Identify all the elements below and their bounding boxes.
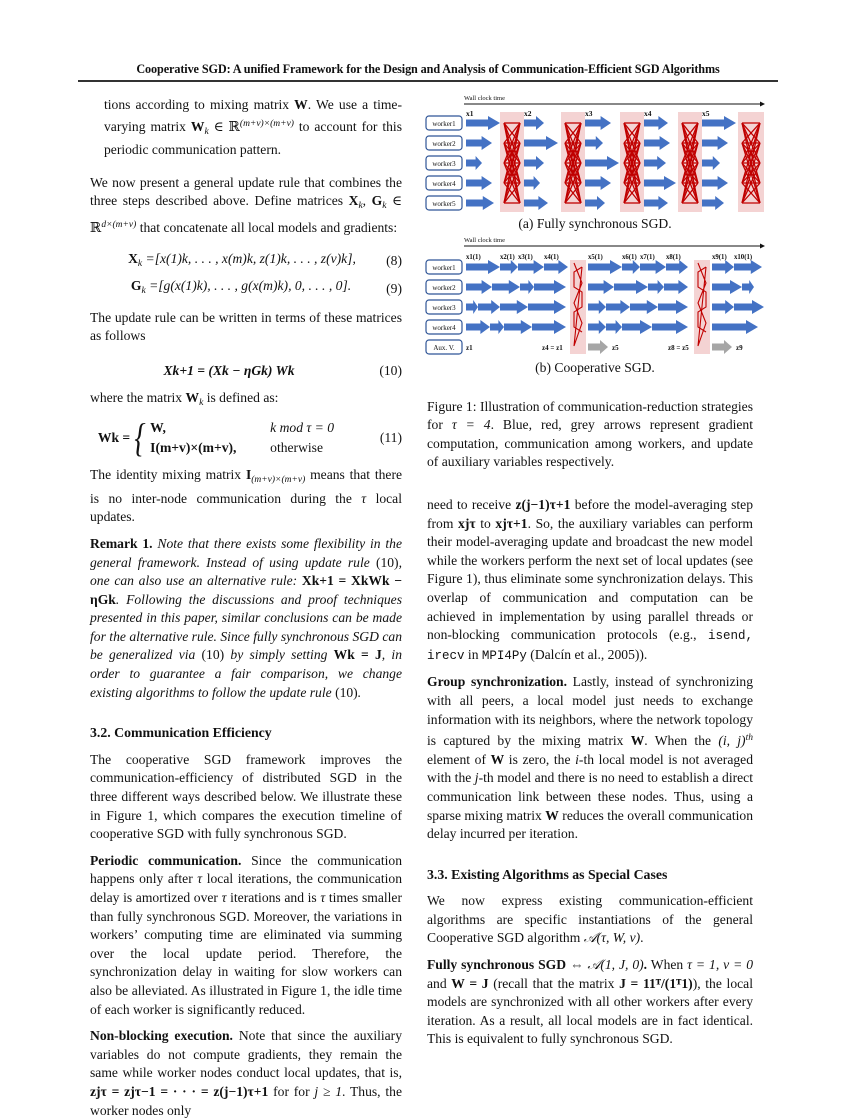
iterate-label: x5 bbox=[702, 109, 710, 118]
gradient-computation-arrow bbox=[585, 196, 605, 210]
worker-label: worker2 bbox=[432, 140, 456, 148]
math: k bbox=[137, 258, 143, 269]
gradient-computation-arrow bbox=[466, 196, 494, 210]
gradient-computation-arrow bbox=[524, 136, 558, 150]
figure-1-caption bbox=[427, 398, 753, 472]
gradient-computation-arrow bbox=[652, 320, 688, 334]
text: . Thus, the worker nodes only bbox=[90, 1083, 402, 1118]
worker-label: worker4 bbox=[432, 324, 456, 332]
citation-link[interactable]: (Dalcín et al., 2005)). bbox=[526, 646, 648, 662]
paragraph-title: Group synchronization. bbox=[427, 674, 567, 690]
cases-block bbox=[130, 415, 360, 461]
running-head: Cooperative SGD: A unified Framework for the Design and Analysis of Communication-Efficient SGD Algorithms bbox=[136, 62, 720, 76]
text: tions according to mixing matrix bbox=[104, 97, 295, 112]
text: -th model and there is no need to establish a direct communication link between these nodes. Thus, using a sparse mixing matrix bbox=[427, 770, 753, 823]
text: (recall that the matrix bbox=[488, 975, 620, 991]
paragraph-where bbox=[90, 389, 402, 413]
gradient-computation-arrow bbox=[466, 320, 490, 334]
equation-10 bbox=[90, 362, 402, 381]
text: local iterations, the communication delay is amortized over bbox=[90, 871, 402, 905]
code: isend, irecv bbox=[427, 629, 753, 663]
gradient-computation-arrow bbox=[644, 156, 666, 170]
gradient-computation-arrow bbox=[466, 136, 492, 150]
equation-ref-link[interactable]: (10) bbox=[201, 647, 225, 663]
wall-clock-arrowhead-icon bbox=[760, 244, 765, 249]
text: before the model-averaging step from bbox=[427, 497, 753, 531]
iterate-label: x3(1) bbox=[518, 254, 533, 261]
iterate-label: x4 bbox=[644, 109, 652, 118]
gradient-computation-arrow bbox=[648, 280, 664, 294]
gradient-computation-arrow bbox=[664, 280, 688, 294]
iterate-label: x4(1) bbox=[544, 254, 559, 261]
text: in bbox=[464, 646, 482, 662]
gradient-computation-arrow bbox=[630, 300, 658, 314]
figure-1a-caption: (a) Fully synchronous SGD. bbox=[518, 216, 672, 231]
gradient-computation-arrow bbox=[500, 300, 528, 314]
aux-update-arrow bbox=[712, 340, 732, 354]
math: Wk = bbox=[97, 429, 131, 445]
equation-9 bbox=[90, 277, 402, 301]
equation-number: (10) bbox=[379, 362, 402, 378]
equation-11 bbox=[90, 415, 402, 461]
text: is zero, the bbox=[504, 751, 576, 767]
aux-update-arrow bbox=[588, 340, 608, 354]
gradient-computation-arrow bbox=[534, 280, 566, 294]
gradient-computation-arrow bbox=[585, 156, 619, 170]
equation-ref-link[interactable]: (10) bbox=[335, 684, 358, 700]
equation-ref-link[interactable]: (10) bbox=[375, 554, 399, 570]
aux-variable-label: z8 = z5 bbox=[668, 344, 689, 352]
gradient-computation-arrow bbox=[588, 320, 606, 334]
text: reduces the overall communication delay incurred per iteration. bbox=[427, 807, 753, 842]
worker-label: worker5 bbox=[432, 200, 456, 208]
math: xjτ bbox=[458, 515, 476, 531]
gradient-computation-arrow bbox=[702, 156, 720, 170]
math: τ bbox=[221, 890, 227, 905]
math: i bbox=[575, 751, 579, 767]
text: We now express existing communication-efficient algorithms are specific instantiations of the general Cooperative SGD algorithm bbox=[427, 893, 753, 946]
iterate-label: x8(1) bbox=[666, 254, 681, 261]
text: need to receive bbox=[427, 497, 516, 512]
text: . bbox=[357, 684, 362, 700]
gradient-computation-arrow bbox=[466, 280, 492, 294]
gradient-computation-arrow bbox=[466, 176, 492, 190]
math: zjτ = zjτ−1 = · · · = z(j−1)τ+1 bbox=[90, 1083, 269, 1099]
gradient-computation-arrow bbox=[532, 320, 566, 334]
math: W, bbox=[150, 419, 166, 435]
gradient-computation-arrow bbox=[644, 196, 668, 210]
paragraph-title: Fully synchronous SGD ⇔ bbox=[427, 957, 588, 973]
math: (m+v)×(m+v) bbox=[251, 475, 306, 486]
gradient-computation-arrow bbox=[504, 320, 532, 334]
gradient-computation-arrow bbox=[734, 260, 762, 274]
wall-clock-label: Wall clock time bbox=[464, 237, 505, 244]
gradient-computation-arrow bbox=[614, 280, 648, 294]
gradient-computation-arrow bbox=[712, 320, 758, 334]
right-column bbox=[427, 496, 753, 1049]
math: ∈ ℝ bbox=[90, 193, 403, 235]
running-head-rule bbox=[78, 80, 778, 82]
text: that concatenate all local models and gradients: bbox=[136, 219, 398, 235]
gradient-computation-arrow bbox=[478, 300, 500, 314]
math: W bbox=[294, 97, 308, 112]
text: -th local model is not averaged with the bbox=[427, 751, 753, 786]
math: W bbox=[185, 389, 200, 405]
worker-label: worker3 bbox=[432, 160, 456, 168]
math: =[g(x(1)k), . . . , g(x(m)k), 0, . . . , 0]. bbox=[149, 278, 352, 294]
code: MPI4Py bbox=[481, 648, 527, 663]
math: X bbox=[128, 250, 138, 266]
remark-1 bbox=[90, 535, 402, 702]
text: Lastly, instead of synchronizing with all peers, a local model just needs to exchange information with its neighbors, where the network topology is captured by the mixing matrix bbox=[427, 674, 753, 749]
paragraph-periodic-communication bbox=[90, 852, 402, 1019]
math: X bbox=[348, 193, 359, 209]
text: means that there is no inter-node communication during the bbox=[90, 467, 403, 506]
math: G bbox=[130, 278, 142, 294]
remark-label: Remark 1. bbox=[90, 535, 153, 551]
gradient-computation-arrow bbox=[644, 176, 676, 190]
text: times smaller than fully synchronous SGD. Moreover, the variations in workers’ computing time are eliminated via summing over the local update period. Therefore, the synchronization delay in waiting for slow workers can also be alleviated. As illustrated in Figure 1, the idle time of each worker is significantly reduced. bbox=[90, 890, 402, 1017]
left-brace-icon: { bbox=[134, 415, 146, 461]
text: . bbox=[640, 930, 644, 946]
math: I bbox=[245, 467, 252, 483]
section-heading-3-3: 3.3. Existing Algorithms as Special Cases bbox=[427, 866, 668, 882]
figure-1a-diagram bbox=[420, 92, 770, 214]
gradient-computation-arrow bbox=[622, 320, 652, 334]
text: iterations and is bbox=[226, 890, 321, 905]
section-heading-3-2: 3.2. Communication Efficiency bbox=[90, 725, 272, 741]
aux-variable-label: z9 bbox=[736, 344, 743, 352]
gradient-computation-arrow bbox=[644, 136, 670, 150]
gradient-computation-arrow bbox=[466, 300, 478, 314]
math: τ bbox=[197, 871, 203, 887]
math: j bbox=[474, 770, 479, 786]
gradient-computation-arrow bbox=[712, 280, 742, 294]
math: τ = 1, v = 0 bbox=[687, 957, 753, 973]
math: k bbox=[382, 201, 387, 212]
gradient-computation-arrow bbox=[466, 116, 500, 130]
worker-label: worker4 bbox=[432, 180, 456, 188]
math: Xk+1 = XkWk − ηGk bbox=[90, 573, 402, 607]
math: τ bbox=[320, 890, 326, 905]
iterate-label: x1 bbox=[466, 109, 474, 118]
gradient-computation-arrow bbox=[492, 280, 520, 294]
math: k mod τ = 0 bbox=[270, 419, 335, 435]
gradient-computation-arrow bbox=[518, 260, 544, 274]
iterate-label: x7(1) bbox=[640, 254, 655, 261]
worker-label: worker1 bbox=[432, 120, 456, 128]
text: for for bbox=[268, 1083, 315, 1099]
gradient-computation-arrow bbox=[588, 280, 614, 294]
equation-number: (9) bbox=[386, 280, 402, 296]
gradient-computation-arrow bbox=[524, 196, 548, 210]
paragraph-fully-sync bbox=[427, 956, 753, 1049]
gradient-computation-arrow bbox=[524, 156, 544, 170]
gradient-computation-arrow bbox=[640, 260, 666, 274]
math: otherwise bbox=[270, 440, 324, 456]
math: 𝒜(τ, W, v) bbox=[583, 930, 641, 946]
paragraph-comm-efficiency: The cooperative SGD framework improves the communication-efficiency of distributed SGD in the three different ways described below. We illustrate these in Figure 1, which compares the execution timeline of cooperative SGD with fully synchronous SGD. bbox=[90, 751, 402, 842]
worker-label: worker3 bbox=[432, 304, 456, 312]
gradient-computation-arrow bbox=[588, 300, 606, 314]
paragraph-title: Periodic communication. bbox=[90, 852, 242, 868]
math: W bbox=[630, 733, 645, 749]
gradient-computation-arrow bbox=[466, 156, 482, 170]
gradient-computation-arrow bbox=[702, 136, 728, 150]
math: =[x(1)k, . . . , x(m)k, z(1)k, . . . , z(v)k], bbox=[145, 250, 356, 266]
gradient-computation-arrow bbox=[500, 260, 518, 274]
math: th bbox=[745, 733, 753, 744]
math: I(m+v)×(m+v), bbox=[150, 440, 237, 456]
gradient-computation-arrow bbox=[702, 116, 736, 130]
gradient-computation-arrow bbox=[524, 176, 540, 190]
math: G bbox=[371, 193, 383, 209]
text: , one can also use an alternative rule: bbox=[90, 554, 402, 589]
text: Illustration of communication-reduction strategies for bbox=[427, 399, 753, 433]
gradient-computation-arrow bbox=[585, 116, 611, 130]
paragraph-update-rule: The update rule can be written in terms of these matrices as follows bbox=[90, 309, 402, 344]
math: W bbox=[545, 807, 559, 823]
left-column bbox=[90, 96, 402, 1120]
gradient-computation-arrow bbox=[742, 280, 754, 294]
iterate-label: x9(1) bbox=[712, 254, 727, 261]
gradient-computation-arrow bbox=[666, 260, 688, 274]
gradient-computation-arrow bbox=[702, 196, 724, 210]
wall-clock-label: Wall clock time bbox=[464, 95, 505, 102]
text: to account for this periodic communication pattern. bbox=[104, 118, 402, 158]
equation-number: (8) bbox=[386, 253, 402, 269]
gradient-computation-arrow bbox=[644, 116, 668, 130]
paragraph-special-cases bbox=[427, 892, 753, 948]
text: . Blue, red, grey arrows represent gradient computation, communication among workers, and update of auxiliary variables respectively. bbox=[427, 417, 754, 470]
math: Xk+1 = (Xk − ηGk) Wk bbox=[163, 362, 295, 378]
math: (m+v)×(m+v) bbox=[239, 118, 294, 129]
paragraph-identity bbox=[90, 466, 402, 527]
gradient-computation-arrow bbox=[622, 260, 640, 274]
gradient-computation-arrow bbox=[544, 260, 568, 274]
text: element of bbox=[427, 751, 491, 767]
aux-variable-label: z1 bbox=[466, 344, 473, 352]
math: τ bbox=[361, 490, 367, 506]
paragraph-nonblocking-continued bbox=[427, 496, 753, 665]
math: (i, j) bbox=[718, 733, 746, 749]
aux-variable-label: z4 = z1 bbox=[542, 344, 563, 352]
wall-clock-arrowhead-icon bbox=[760, 102, 765, 107]
math: k bbox=[141, 286, 146, 297]
text: and bbox=[427, 975, 452, 991]
iterate-label: x5(1) bbox=[588, 254, 603, 261]
text: , in order to guarantee a fair comparison, we change existing algorithms to follow the update rule bbox=[90, 647, 402, 700]
gradient-computation-arrow bbox=[712, 260, 734, 274]
text: Since the communication happens only after bbox=[90, 852, 402, 887]
paragraph-nonblocking bbox=[90, 1027, 402, 1120]
iterate-label: x3 bbox=[585, 109, 593, 118]
gradient-computation-arrow bbox=[585, 136, 603, 150]
text: The identity mixing matrix bbox=[90, 467, 246, 483]
gradient-computation-arrow bbox=[658, 300, 688, 314]
gradient-computation-arrow bbox=[466, 260, 500, 274]
math: W = J bbox=[451, 975, 489, 991]
text: by simply setting bbox=[224, 647, 334, 663]
gradient-computation-arrow bbox=[520, 280, 534, 294]
iterate-label: x2(1) bbox=[500, 254, 515, 261]
text: Note that there exists some flexibility in the general framework. Instead of using update rule bbox=[90, 535, 402, 570]
figure-1b-caption: (b) Cooperative SGD. bbox=[535, 360, 655, 375]
math: j ≥ 1 bbox=[314, 1083, 343, 1099]
text: . When the bbox=[644, 733, 719, 749]
paragraph-group-sync bbox=[427, 673, 753, 843]
gradient-computation-arrow bbox=[524, 116, 544, 130]
worker-label: worker2 bbox=[432, 284, 456, 292]
text: . So, the auxiliary variables can perform their model-averaging update and broadcast the new model while the workers perform the next set of local updates (see Figure 1), thus eliminate some synchronization delays. This overlap of communication and computation can be achieved in implementation by using parallel threads or non-blocking communication protocols (e.g., bbox=[427, 515, 753, 643]
text: . Following the discussions and proof techniques presented in this paper, similar conclusions can be made for the alternative rule. Since fully synchronous SGD can be generalized via bbox=[90, 591, 402, 663]
math: z(j−1)τ+1 bbox=[515, 497, 571, 512]
paragraph-title: Non-blocking execution. bbox=[90, 1028, 233, 1044]
math: J = 11ᵀ/(1ᵀ1) bbox=[619, 975, 693, 991]
text: ), the local models are synchronized with all other workers after every iteration. As a result, all local models are in fact identical. This is equivalent to fully synchronous SGD. bbox=[427, 975, 753, 1047]
math: τ = 4 bbox=[451, 417, 491, 433]
text: to bbox=[475, 515, 496, 531]
math: k bbox=[358, 201, 363, 212]
paragraph-mixing-matrix bbox=[90, 96, 402, 160]
gradient-computation-arrow bbox=[734, 300, 764, 314]
text: where the matrix bbox=[90, 389, 186, 405]
text: . We use a time-varying matrix bbox=[104, 97, 402, 134]
math: k bbox=[199, 397, 204, 408]
equation-8 bbox=[90, 250, 402, 274]
worker-label: worker1 bbox=[432, 264, 456, 272]
gradient-computation-arrow bbox=[702, 176, 728, 190]
text: is defined as: bbox=[203, 389, 279, 405]
text: local updates. bbox=[90, 490, 402, 525]
math: xjτ+1 bbox=[495, 515, 528, 531]
math: k bbox=[204, 126, 209, 137]
gradient-computation-arrow bbox=[712, 300, 734, 314]
text: When bbox=[647, 957, 688, 973]
figure-1b-diagram bbox=[420, 234, 770, 356]
iterate-label: x1(1) bbox=[466, 254, 481, 261]
text: , bbox=[362, 193, 372, 209]
gradient-computation-arrow bbox=[528, 300, 566, 314]
figure-1 bbox=[420, 92, 770, 376]
text: Note that since the auxiliary variables do not compute gradients, they remain the same while worker nodes conduct local updates, that is, bbox=[90, 1028, 403, 1081]
iterate-label: x6(1) bbox=[622, 254, 637, 261]
iterate-label: x10(1) bbox=[734, 254, 753, 261]
math: W bbox=[490, 751, 505, 767]
math: d×(m+v) bbox=[101, 219, 137, 230]
gradient-computation-arrow bbox=[490, 320, 504, 334]
gradient-computation-arrow bbox=[585, 176, 611, 190]
equation-number: (11) bbox=[379, 429, 402, 445]
math: 𝒜(1, J, 0) bbox=[587, 957, 644, 973]
gradient-computation-arrow bbox=[588, 260, 622, 274]
worker-label: Aux. V. bbox=[433, 344, 455, 352]
gradient-computation-arrow bbox=[606, 320, 622, 334]
paragraph-general-update bbox=[90, 174, 402, 238]
figure-label: Figure 1: bbox=[427, 399, 477, 414]
math: Wk = J bbox=[333, 647, 382, 663]
text: We now present a general update rule that combines the three steps described above. Define matrices bbox=[90, 174, 402, 209]
iterate-label: x2 bbox=[524, 109, 532, 118]
gradient-computation-arrow bbox=[606, 300, 630, 314]
math: ∈ ℝ bbox=[208, 118, 240, 134]
math: W bbox=[190, 118, 205, 134]
aux-variable-label: z5 bbox=[612, 344, 619, 352]
text: . bbox=[643, 957, 648, 973]
